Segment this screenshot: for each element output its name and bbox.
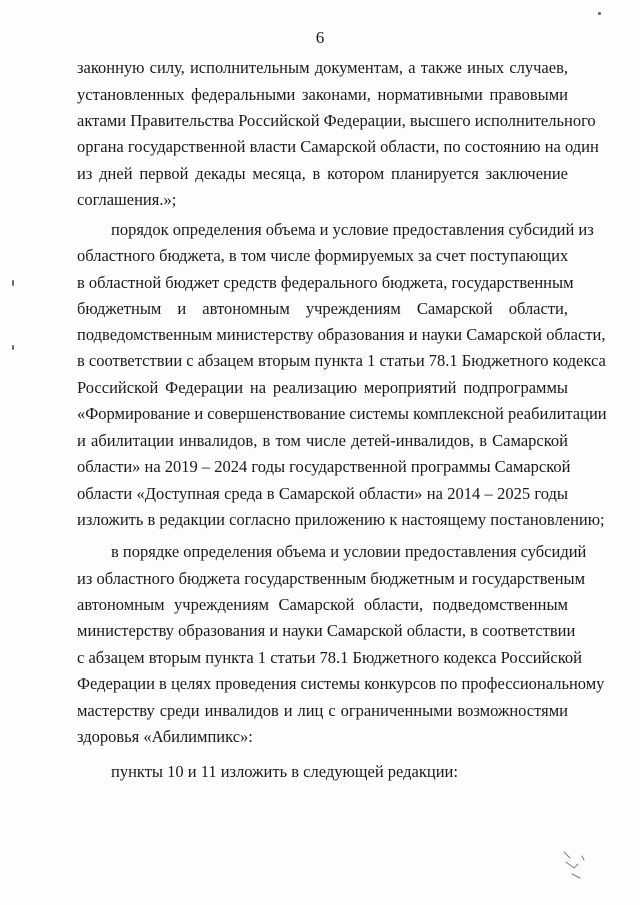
text-line: области» на 2019 – 2024 годы государственной программы Самарской — [77, 457, 571, 476]
text-line: изложить в редакции согласно приложению к настоящему постановлению; — [77, 510, 605, 529]
text-line: бюджетным и автономным учреждениям Самарской области, — [77, 299, 568, 318]
page-number: 6 — [315, 28, 325, 47]
text-line: и абилитации инвалидов, в том числе детей-инвалидов, в Самарской — [77, 431, 568, 450]
text-line: «Формирование и совершенствование системы комплексной реабилитации — [77, 404, 607, 423]
text-line: Российской Федерации на реализацию мероприятий подпрограммы — [77, 378, 568, 397]
text-line: здоровья «Абилимпикс»: — [77, 727, 253, 746]
text-line: с абзацем вторым пункта 1 статьи 78.1 Бюджетного кодекса Российской — [77, 648, 582, 667]
text-line: в порядке определения объема и условии предоставления субсидий — [111, 542, 587, 561]
text-line: министерству образования и науки Самарской области, в соответствии — [77, 621, 576, 640]
scan-artifact — [598, 12, 601, 15]
scan-artifact — [12, 280, 14, 286]
text-line: подведомственным министерству образования и науки Самарской области, — [77, 325, 606, 344]
corner-scribble — [560, 848, 590, 884]
text-line: в областной бюджет средств федерального бюджета, государственным — [77, 273, 574, 292]
scan-artifact — [12, 345, 14, 350]
text-line: Федерации в целях проведения системы конкурсов по профессиональному — [77, 674, 605, 693]
text-line: в соответствии с абзацем вторым пункта 1 статьи 78.1 Бюджетного кодекса — [77, 351, 606, 370]
text-line: мастерству среди инвалидов и лиц с ограниченными возможностями — [77, 701, 568, 720]
text-line: области «Доступная среда в Самарской области» на 2014 – 2025 годы — [77, 484, 568, 503]
text-line: установленных федеральными законами, нормативными правовыми — [77, 85, 568, 104]
text-line: актами Правительства Российской Федерации, высшего исполнительного — [77, 111, 596, 130]
text-line: законную силу, исполнительным документам, а также иных случаев, — [77, 58, 568, 77]
text-line: порядок определения объема и условие предоставления субсидий из — [111, 220, 594, 239]
text-line: пункты 10 и 11 изложить в следующей редакции: — [111, 762, 458, 781]
text-line: соглашения.»; — [77, 190, 177, 209]
text-line: из областного бюджета государственным бюджетным и государственым — [77, 569, 586, 588]
text-line: из дней первой декады месяца, в котором планируется заключение — [77, 164, 568, 183]
text-line: органа государственной власти Самарской области, по состоянию на один — [77, 137, 599, 156]
text-line: областного бюджета, в том числе формируемых за счет поступающих — [77, 246, 569, 265]
text-line: автономным учреждениям Самарской области, подведомственным — [77, 595, 568, 614]
